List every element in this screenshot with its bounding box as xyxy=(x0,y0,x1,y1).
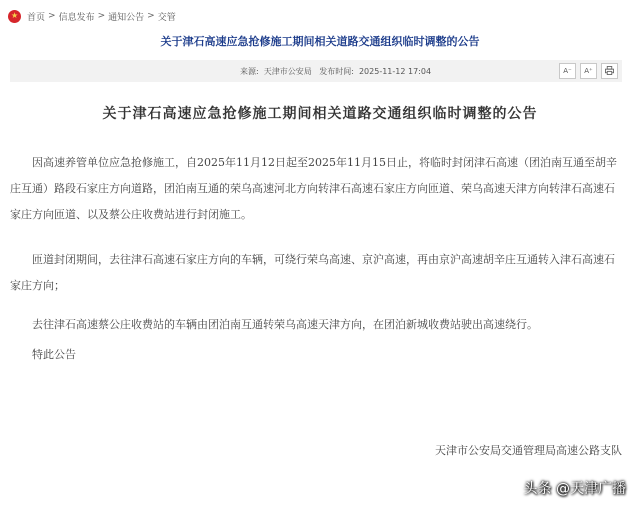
source-label: 来源: xyxy=(240,67,259,76)
print-icon xyxy=(605,66,614,75)
breadcrumb-info-release[interactable]: 信息发布 xyxy=(58,12,95,23)
breadcrumb-separator: > xyxy=(97,11,106,21)
breadcrumb xyxy=(8,8,176,24)
police-emblem-icon xyxy=(8,10,21,23)
source-value: 天津市公安局 xyxy=(263,67,312,76)
article-title: 关于津石高速应急抢修施工期间相关道路交通组织临时调整的公告 xyxy=(102,106,538,122)
font-increase-button[interactable]: A⁺ xyxy=(580,63,597,79)
article-paragraph-4 xyxy=(10,342,622,368)
published-label: 发布时间: xyxy=(319,67,354,76)
article-paragraph-2 xyxy=(10,247,622,299)
paragraph-text: 去往津石高速蔡公庄收费站的车辆由团泊南互通转荣乌高速天津方向，在团泊新城收费站驶出高速绕行。 xyxy=(32,318,538,331)
page-title: 关于津石高速应急抢修施工期间相关道路交通组织临时调整的公告 xyxy=(160,35,480,48)
article-signature: 天津市公安局交通管理局高速公路支队 xyxy=(435,444,622,457)
watermark: 头条 @天津广播 xyxy=(523,481,626,497)
breadcrumb-notices[interactable]: 通知公告 xyxy=(108,12,145,23)
breadcrumb-home[interactable]: 首页 xyxy=(27,12,46,23)
article-paragraph-3 xyxy=(10,312,622,338)
article-meta xyxy=(240,66,436,77)
paragraph-text: 特此公告 xyxy=(32,348,76,361)
breadcrumb-separator: > xyxy=(48,11,56,21)
paragraph-text: 因高速养管单位应急抢修施工，自2025年11月12日起至2025年11月15日止，将临时封闭津石高速（团泊南互通至胡辛庄互通）路段石家庄方向道路，团泊南互通的荣乌高速河北方向转津石高速石家庄方向匝道、荣乌高速天津方向转津石高速石家庄方向匝道、以及蔡公庄收费站进行封闭施工。 xyxy=(10,156,617,221)
breadcrumb-separator: > xyxy=(147,11,155,21)
breadcrumb-traffic[interactable]: 交管 xyxy=(157,12,176,23)
article-paragraph-1 xyxy=(10,150,622,228)
article-meta-bar xyxy=(10,60,622,82)
paragraph-text: 匝道封闭期间，去往津石高速石家庄方向的车辆，可绕行荣乌高速、京沪高速，再由京沪高速胡辛庄互通转入津石高速石家庄方向； xyxy=(10,253,615,292)
print-button[interactable] xyxy=(601,63,618,79)
font-decrease-button[interactable]: A⁻ xyxy=(559,63,576,79)
article-tools xyxy=(559,63,618,79)
published-value: 2025-11-12 17:04 xyxy=(358,67,432,76)
